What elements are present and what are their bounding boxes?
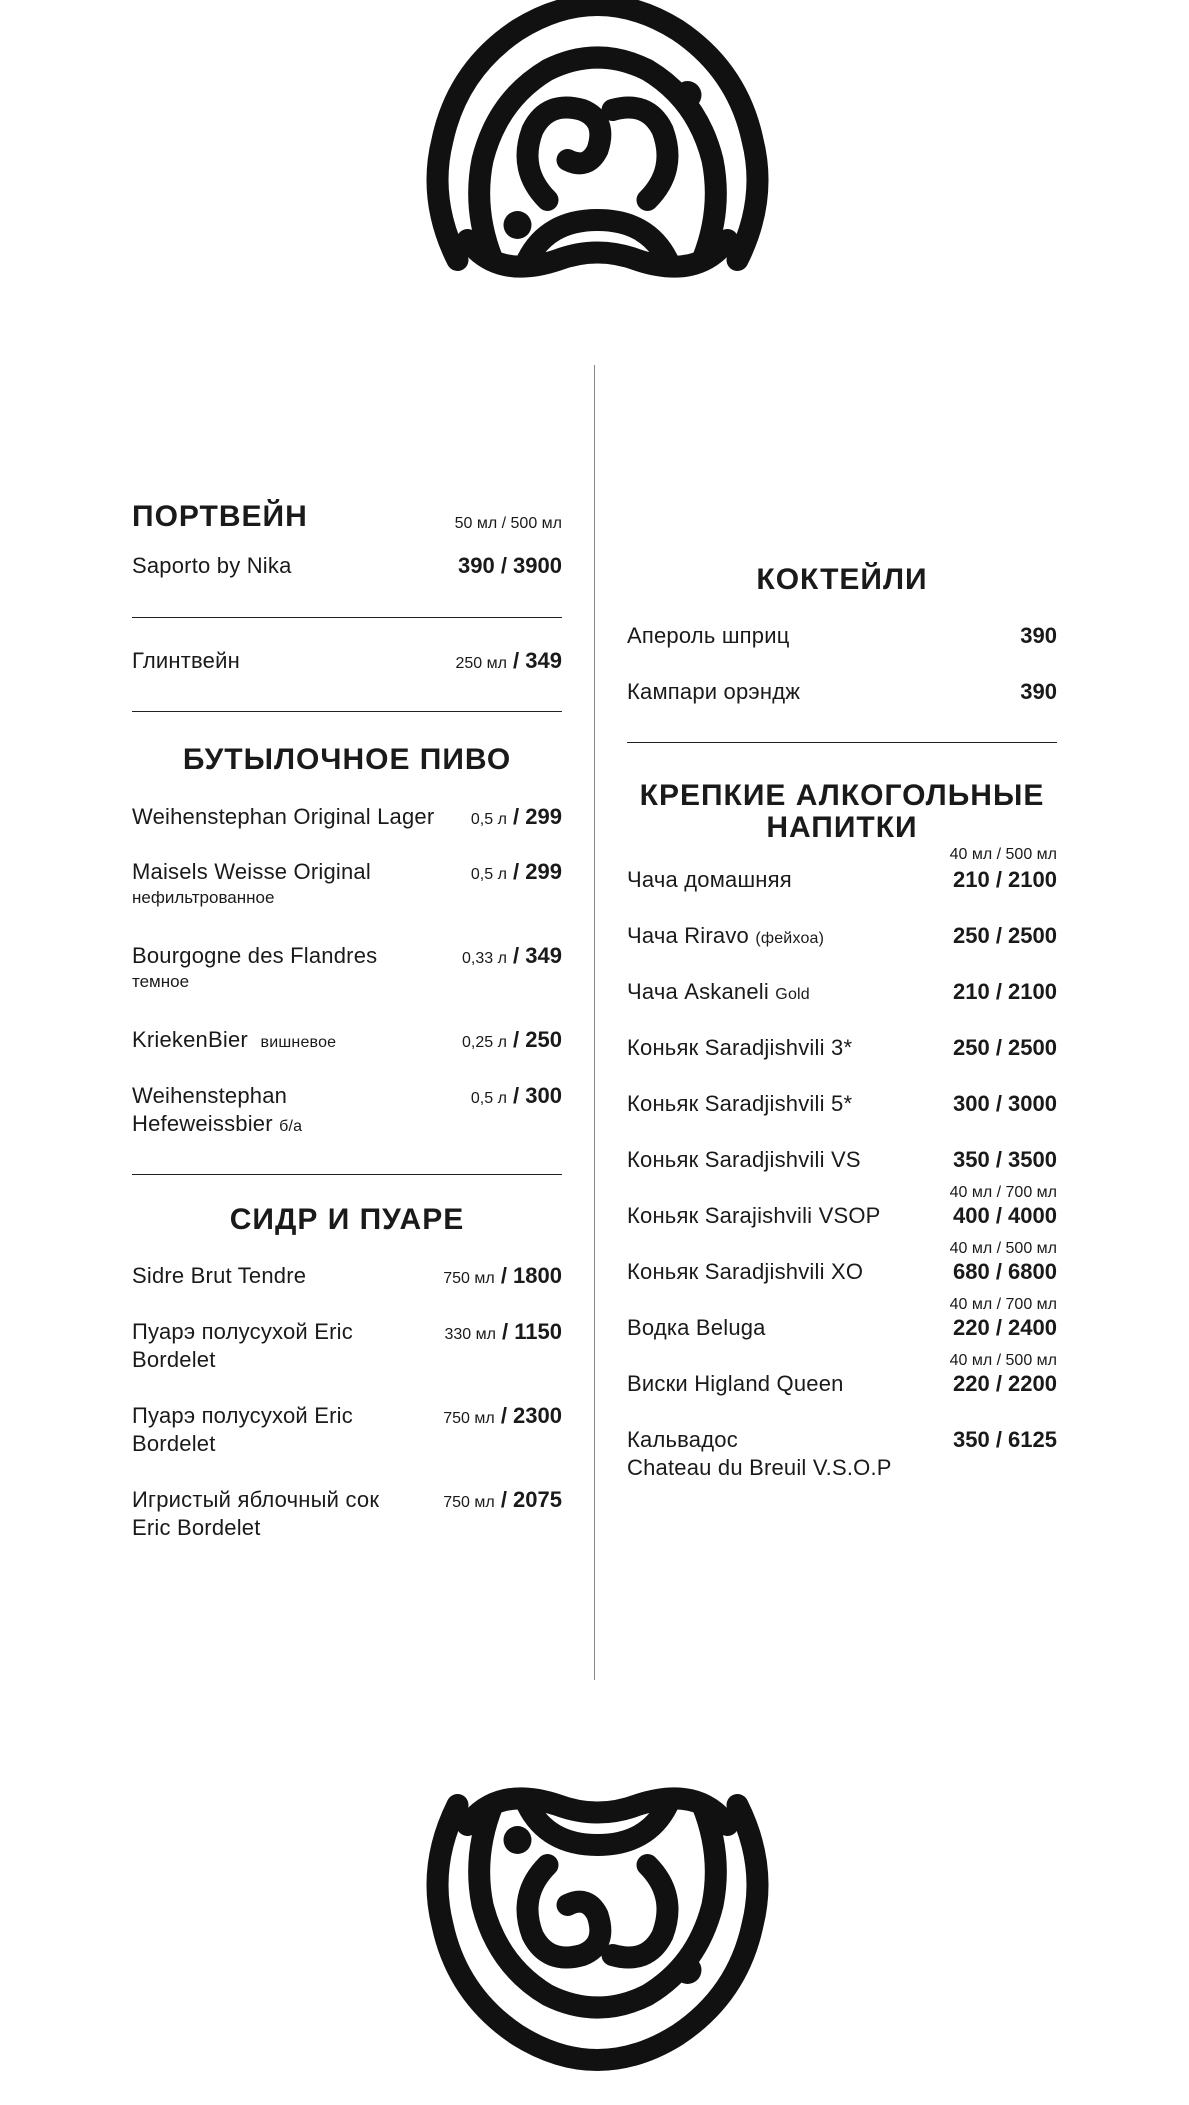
- item-price: 750 мл / 2075: [443, 1487, 562, 1512]
- item-name: Коньяк Saradjishvili 5*: [627, 1091, 853, 1116]
- item-name: Кальвадос: [627, 1427, 738, 1452]
- item-name: Глинтвейн: [132, 648, 240, 673]
- item-price: 0,5 л / 299: [470, 804, 562, 829]
- item-note: (фейхоа): [755, 930, 825, 947]
- item-price: 390 / 3900: [458, 553, 562, 578]
- beer-heading: БУТЫЛОЧНОЕ ПИВО: [182, 743, 512, 776]
- item-price-value: 300: [525, 1083, 562, 1108]
- item-name: Чача Askaneli Gold: [627, 979, 810, 1004]
- item-name-line2: Hefeweissbier б/а: [132, 1111, 303, 1136]
- item-price: 350 / 6125: [953, 1427, 1057, 1452]
- item-name: Коньяк Sarajishvili VSOP: [627, 1203, 881, 1228]
- item-volume: 40 мл / 500 мл: [949, 1240, 1057, 1257]
- item-price: 0,33 л / 349: [462, 943, 562, 968]
- item-name: Коньяк Saradjishvili VS: [627, 1147, 861, 1172]
- item-price: 250 / 2500: [953, 1035, 1057, 1060]
- port-volume: 50 мл / 500 мл: [454, 515, 562, 532]
- item-price: 210 / 2100: [953, 867, 1057, 892]
- item-name-line2: Eric Bordelet: [132, 1515, 261, 1540]
- item-name-line2: Bordelet: [132, 1431, 216, 1456]
- item-price: 330 мл / 1150: [444, 1319, 562, 1344]
- port-heading: ПОРТВЕЙН: [132, 500, 308, 533]
- item-volume: 0,5 л: [470, 1090, 507, 1107]
- item-name: Maisels Weisse Original: [132, 859, 371, 884]
- item-name: Sidre Brut Tendre: [132, 1263, 307, 1288]
- item-note: б/а: [279, 1118, 303, 1135]
- item-note: Gold: [775, 986, 810, 1003]
- item-volume: 0,5 л: [470, 811, 507, 828]
- item-name-line2: Chateau du Breuil V.S.O.P: [627, 1455, 892, 1480]
- item-price: 750 мл / 2300: [443, 1403, 562, 1428]
- cocktails-heading: КОКТЕЙЛИ: [756, 563, 928, 596]
- item-price: 750 мл / 1800: [443, 1263, 562, 1288]
- item-name-line2: Bordelet: [132, 1347, 216, 1372]
- column-divider: [594, 365, 595, 1680]
- item-name: Чача домашняя: [627, 867, 792, 892]
- item-volume: 40 мл / 700 мл: [949, 1296, 1057, 1313]
- item-price: 350 / 3500: [953, 1147, 1057, 1172]
- section-rule: [627, 742, 1057, 743]
- item-note: вишневое: [260, 1034, 337, 1051]
- spirits-heading-line2: НАПИТКИ: [766, 811, 918, 844]
- item-name: Водка Beluga: [627, 1315, 766, 1340]
- item-name: Апероль шприц: [627, 623, 790, 648]
- item-note: нефильтрованное: [132, 888, 275, 907]
- item-note: темное: [132, 972, 190, 991]
- cider-heading: СИДР И ПУАРЕ: [229, 1203, 465, 1236]
- section-rule: [132, 1174, 562, 1175]
- item-price: 0,5 л / 300: [470, 1083, 562, 1108]
- item-volume: 250 мл: [455, 655, 507, 672]
- item-price: 250 / 2500: [953, 923, 1057, 948]
- item-price: 390: [1020, 623, 1057, 648]
- item-price: 220 / 2400: [953, 1315, 1057, 1340]
- item-volume: 40 мл / 500 мл: [949, 1352, 1057, 1369]
- item-volume: 0,25 л: [462, 1034, 507, 1051]
- item-price-value: 1800: [513, 1263, 562, 1288]
- item-name: Виски Higland Queen: [627, 1371, 844, 1396]
- item-price-value: 349: [525, 648, 562, 673]
- item-volume: 750 мл: [443, 1270, 495, 1287]
- item-price: 0,25 л / 250: [462, 1027, 562, 1052]
- item-price: 300 / 3000: [953, 1091, 1057, 1116]
- item-name: Bourgogne des Flandres: [132, 943, 378, 968]
- item-name: Saporto by Nika: [132, 553, 292, 578]
- item-name: Пуарэ полусухой Eric: [132, 1403, 353, 1428]
- item-name: Weihenstephan Original Lager: [132, 804, 435, 829]
- item-price: 250 мл / 349: [455, 648, 562, 673]
- item-price-value: 2075: [513, 1487, 562, 1512]
- item-price: 0,5 л / 299: [470, 859, 562, 884]
- item-price: 680 / 6800: [953, 1259, 1057, 1284]
- item-name: Коньяк Saradjishvili 3*: [627, 1035, 853, 1060]
- item-price-value: 250: [525, 1027, 562, 1052]
- item-price-value: 299: [525, 859, 562, 884]
- item-name: Кампари орэндж: [627, 679, 801, 704]
- item-volume: 0,33 л: [462, 950, 507, 967]
- item-name: Пуарэ полусухой Eric: [132, 1319, 353, 1344]
- item-volume: 40 мл / 700 мл: [949, 1184, 1057, 1201]
- section-rule: [132, 711, 562, 712]
- knot-ornament-icon: [395, 0, 800, 290]
- knot-ornament-icon: [395, 1775, 800, 2105]
- item-name: Weihenstephan: [132, 1083, 288, 1108]
- item-volume: 750 мл: [443, 1410, 495, 1427]
- item-name: KriekenBier вишневое: [132, 1027, 337, 1052]
- item-name: Коньяк Saradjishvili XO: [627, 1259, 864, 1284]
- item-price-value: 349: [525, 943, 562, 968]
- item-price: 400 / 4000: [953, 1203, 1057, 1228]
- item-price-value: 2300: [513, 1403, 562, 1428]
- section-rule: [132, 617, 562, 618]
- item-price-value: 299: [525, 804, 562, 829]
- item-name: Игристый яблочный сок: [132, 1487, 380, 1512]
- item-name: Чача Riravo (фейхоа): [627, 923, 825, 948]
- item-volume: 0,5 л: [470, 866, 507, 883]
- item-volume: 40 мл / 500 мл: [949, 846, 1057, 863]
- item-price-value: 1150: [514, 1319, 562, 1344]
- spirits-heading-line1: КРЕПКИЕ АЛКОГОЛЬНЫЕ: [639, 779, 1045, 812]
- item-price: 220 / 2200: [953, 1371, 1057, 1396]
- item-price: 210 / 2100: [953, 979, 1057, 1004]
- item-price: 390: [1020, 679, 1057, 704]
- item-volume: 750 мл: [443, 1494, 495, 1511]
- item-volume: 330 мл: [444, 1326, 496, 1343]
